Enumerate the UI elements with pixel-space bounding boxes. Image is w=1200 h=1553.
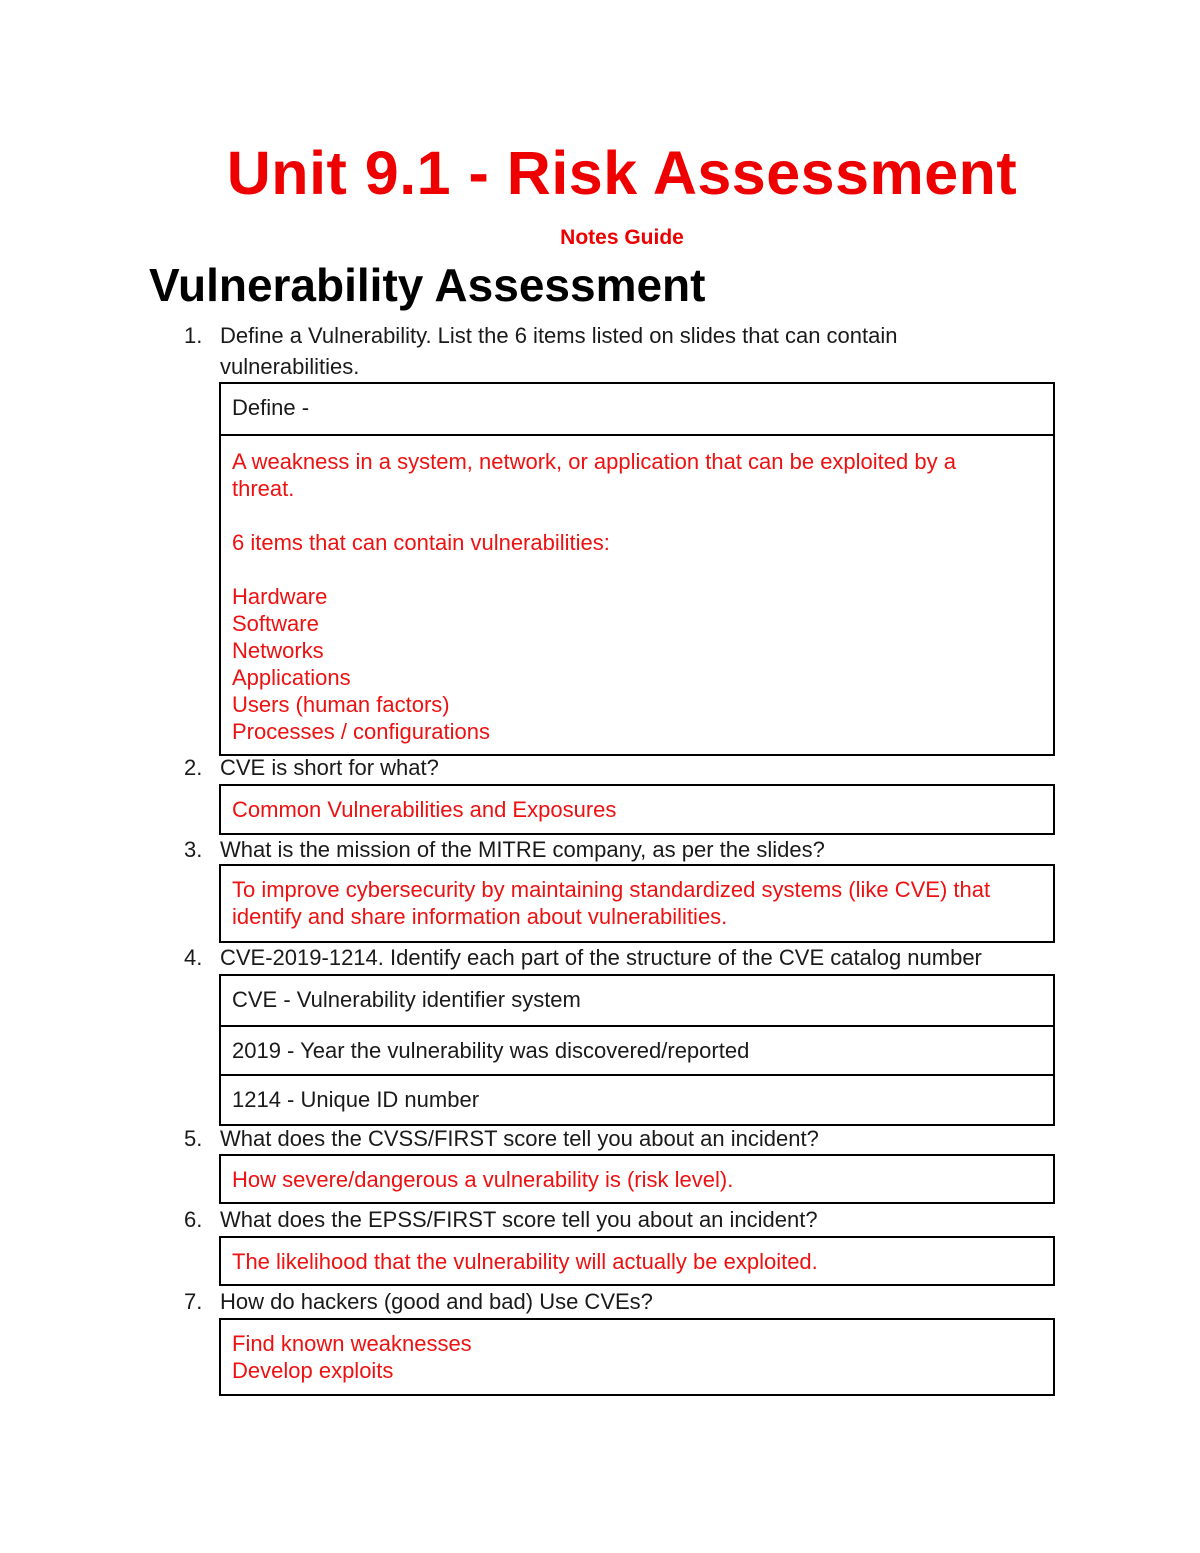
- question-number: 4.: [184, 945, 203, 970]
- question-number: 1.: [184, 323, 203, 348]
- answer-box-1: [219, 382, 1055, 756]
- answer-line: Hardware: [232, 584, 328, 609]
- question-2: [184, 752, 439, 783]
- question-text: What does the CVSS/FIRST score tell you about an incident?: [220, 1126, 819, 1151]
- question-text: CVE-2019-1214. Identify each part of the structure of the CVE catalog number: [220, 945, 982, 970]
- question-text: CVE is short for what?: [220, 755, 439, 780]
- answer-line: [232, 502, 1042, 529]
- question-text: What is the mission of the MITRE company, as per the slides?: [220, 837, 825, 862]
- question-text: How do hackers (good and bad) Use CVEs?: [220, 1289, 653, 1314]
- answer-line: Software: [232, 611, 319, 636]
- question-4: [184, 942, 982, 973]
- answer-box-3: [219, 864, 1055, 943]
- define-label-cell: [221, 384, 1053, 434]
- question-text: Define a Vulnerability. List the 6 items listed on slides that can contain vulnerabilities.: [220, 323, 898, 379]
- cve-part-row: 2019 - Year the vulnerability was discovered/reported: [221, 1025, 1053, 1074]
- question-1: [184, 320, 898, 379]
- question-number: 2.: [184, 755, 203, 780]
- question-6: [184, 1204, 818, 1235]
- answer-line: Networks: [232, 638, 324, 663]
- question-5: [184, 1123, 819, 1154]
- define-label: Define -: [232, 395, 310, 420]
- answer-line: Users (human factors): [232, 692, 450, 717]
- question-number: 3.: [184, 837, 203, 862]
- page-title: Unit 9.1 - Risk Assessment: [226, 139, 1018, 207]
- cve-part-row: 1214 - Unique ID number: [221, 1074, 1053, 1124]
- answer-box-5: [219, 1154, 1055, 1204]
- question-text: What does the EPSS/FIRST score tell you about an incident?: [220, 1207, 818, 1232]
- answer-cell: Common Vulnerabilities and Exposures: [232, 797, 617, 822]
- question-number: 5.: [184, 1126, 203, 1151]
- answer-cell: The likelihood that the vulnerability will actually be exploited.: [232, 1249, 818, 1274]
- answer-line: Applications: [232, 665, 351, 690]
- answer-line: [232, 556, 1042, 583]
- define-answer-cell: [221, 434, 1053, 754]
- question-7: [184, 1286, 653, 1317]
- answer-line: Find known weaknesses: [232, 1331, 472, 1356]
- answer-box-4: [219, 974, 1055, 1126]
- question-number: 6.: [184, 1207, 203, 1232]
- answer-box-6: [219, 1236, 1055, 1286]
- section-heading: Vulnerability Assessment: [149, 259, 706, 311]
- answer-box-7: [219, 1318, 1055, 1396]
- answer-cell: To improve cybersecurity by maintaining standardized systems (like CVE) that identify and share information about vulnerabilities.: [232, 877, 991, 929]
- answer-line: Develop exploits: [232, 1358, 394, 1383]
- answer-line: A weakness in a system, network, or application that can be exploited by a threat.: [232, 449, 956, 501]
- answer-cell: [221, 1320, 1053, 1392]
- question-number: 7.: [184, 1289, 203, 1314]
- answer-box-2: [219, 784, 1055, 835]
- answer-line: 6 items that can contain vulnerabilities:: [232, 530, 610, 555]
- answer-cell: How severe/dangerous a vulnerability is (risk level).: [232, 1167, 734, 1192]
- question-3: [184, 834, 825, 865]
- answer-line: Processes / configurations: [232, 719, 491, 744]
- page-subtitle: Notes Guide: [560, 226, 684, 249]
- cve-part-row: CVE - Vulnerability identifier system: [232, 987, 581, 1012]
